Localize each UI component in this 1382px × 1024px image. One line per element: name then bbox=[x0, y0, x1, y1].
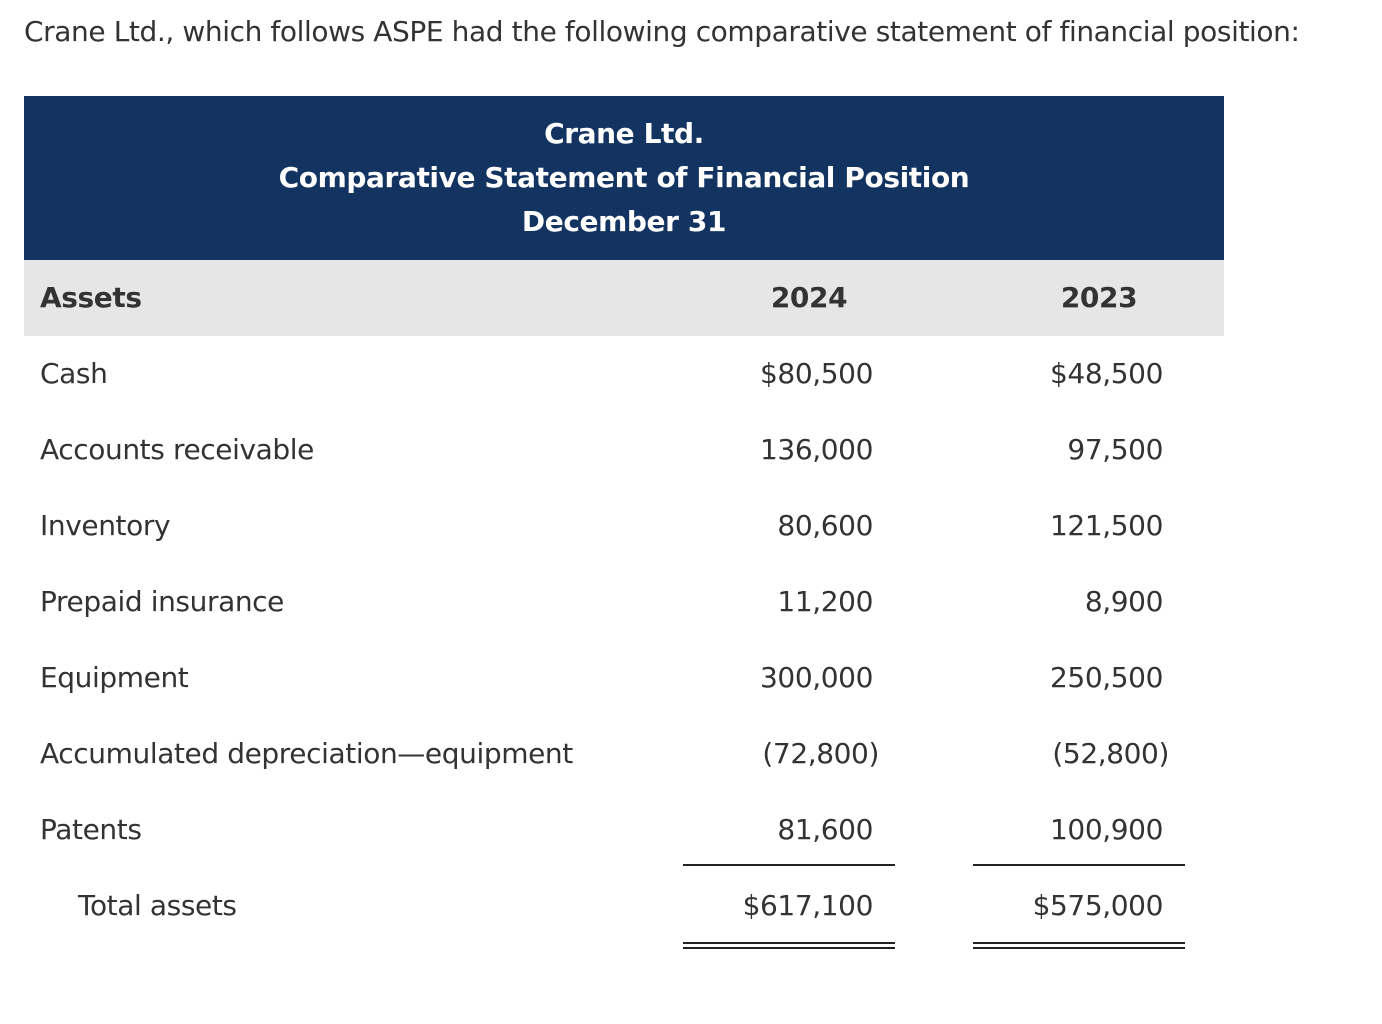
total-2023: $575,000 bbox=[1032, 889, 1163, 922]
value-2024: 136,000 bbox=[760, 433, 873, 466]
column-header-row bbox=[24, 260, 1224, 336]
row-label: Accumulated depreciation—equipment bbox=[40, 737, 573, 770]
table-row bbox=[24, 336, 1224, 412]
assets-header: Assets bbox=[40, 281, 142, 314]
row-label: Equipment bbox=[40, 661, 189, 694]
value-2024: $80,500 bbox=[760, 357, 873, 390]
subtotal-rule-2023 bbox=[973, 864, 1185, 866]
value-2023: 8,900 bbox=[1084, 585, 1163, 618]
value-2023: 97,500 bbox=[1067, 433, 1163, 466]
value-2024: 300,000 bbox=[760, 661, 873, 694]
year-2023-header: 2023 bbox=[1060, 281, 1138, 314]
statement-title-block bbox=[24, 96, 1224, 260]
total-label: Total assets bbox=[78, 889, 237, 922]
intro-text: Crane Ltd., which follows ASPE had the following comparative statement of financial position: bbox=[24, 15, 1300, 48]
value-2024: (72,800) bbox=[762, 737, 879, 770]
table-row bbox=[24, 792, 1224, 868]
statement-title: Comparative Statement of Financial Position bbox=[278, 161, 970, 194]
value-2023: 250,500 bbox=[1050, 661, 1163, 694]
row-label: Prepaid insurance bbox=[40, 585, 284, 618]
table-row bbox=[24, 488, 1224, 564]
total-2024: $617,100 bbox=[742, 889, 873, 922]
table-row bbox=[24, 716, 1224, 792]
value-2023: (52,800) bbox=[1052, 737, 1169, 770]
row-label: Accounts receivable bbox=[40, 433, 314, 466]
row-label: Cash bbox=[40, 357, 108, 390]
value-2024: 11,200 bbox=[777, 585, 873, 618]
subtotal-rule-2024 bbox=[683, 864, 895, 866]
row-label: Patents bbox=[40, 813, 142, 846]
total-row bbox=[24, 868, 1224, 944]
table-row bbox=[24, 640, 1224, 716]
statement-date: December 31 bbox=[521, 205, 727, 238]
value-2024: 81,600 bbox=[777, 813, 873, 846]
financial-statement-table bbox=[24, 96, 1224, 944]
value-2023: 121,500 bbox=[1050, 509, 1163, 542]
table-row bbox=[24, 412, 1224, 488]
value-2023: 100,900 bbox=[1050, 813, 1163, 846]
table-row bbox=[24, 564, 1224, 640]
double-rule-2023 bbox=[973, 942, 1185, 949]
row-label: Inventory bbox=[40, 509, 171, 542]
value-2023: $48,500 bbox=[1050, 357, 1163, 390]
company-name: Crane Ltd. bbox=[544, 117, 704, 150]
value-2024: 80,600 bbox=[777, 509, 873, 542]
year-2024-header: 2024 bbox=[770, 281, 848, 314]
double-rule-2024 bbox=[683, 942, 895, 949]
